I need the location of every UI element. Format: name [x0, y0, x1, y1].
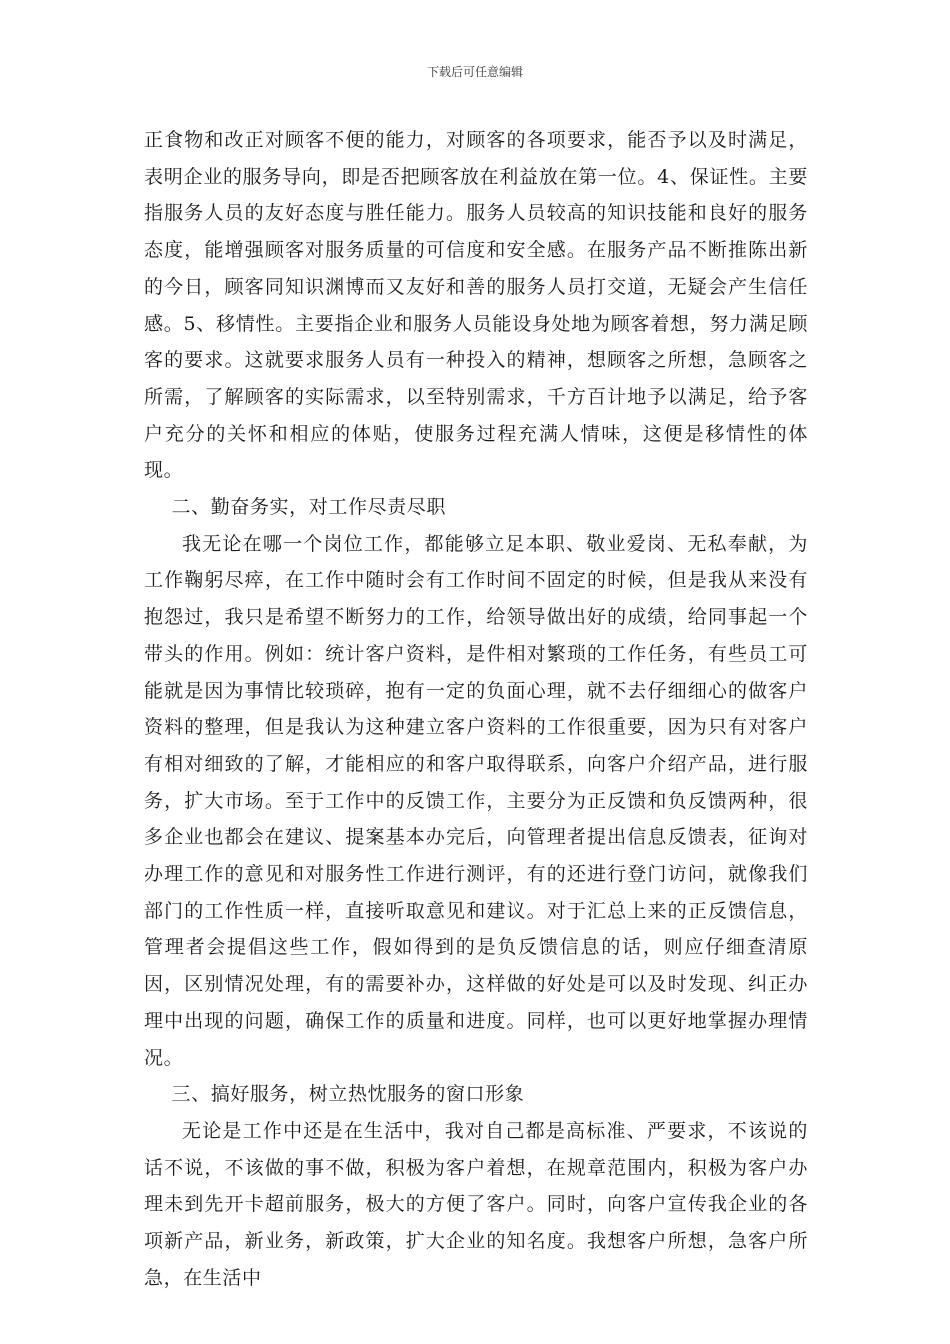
body-paragraph-1: 正食物和改正对顾客不便的能力，对顾客的各项要求，能否予以及时满足，表明企业的服务导向，即是否把顾客放在利益放在第一位。4、保证性。主要指服务人员的友好态度与胜任能力。服务人员较高的知识技能和良好的服务态度，能增强顾客对服务质量的可信度和安全感。在服务产品不断推陈出新的今日，顾客同知识渊博而又友好和善的服务人员打交道，无疑会产生信任感。5、移情性。主要指企业和服务人员能设身处地为顾客着想，努力满足顾客的要求。这就要求服务人员有一种投入的精神，想顾客之所想，急顾客之所需，了解顾客的实际需求，以至特别需求，千方百计地予以满足，给予客户充分的关怀和相应的体贴，使服务过程充满人情味，这便是移情性的体现。	[144, 129, 808, 482]
body-paragraph-3: 无论是工作中还是在生活中，我对自己都是高标准、严要求，不该说的话不说，不该做的事不做，积极为客户着想，在规章范围内，积极为客户办理未到先开卡超前服务，极大的方便了客户。同时，向客户宣传我企业的各项新产品，新业务，新政策，扩大企业的知名度。我想客户所想，急客户所急，在生活中	[144, 1119, 808, 1289]
body-paragraph-2: 我无论在哪一个岗位工作，都能够立足本职、敬业爱岗、无私奉献，为工作鞠躬尽瘁，在工作中随时会有工作时间不固定的时候，但是我从来没有抱怨过，我只是希望不断努力的工作，给领导做出好的成绩，给同事起一个带头的作用。例如：统计客户资料，是件相对繁琐的工作任务，有些员工可能就是因为事情比较琐碎，抱有一定的负面心理，就不去仔细细心的做客户资料的整理，但是我认为这种建立客户资料的工作很重要，因为只有对客户有相对细致的了解，才能相应的和客户取得联系，向客户介绍产品，进行服务，扩大市场。至于工作中的反馈工作，主要分为正反馈和负反馈两种，很多企业也都会在建议、提案基本办完后，向管理者提出信息反馈表，征询对办理工作的意见和对服务性工作进行测评，有的还进行登门访问，就像我们部门的工作性质一样，直接听取意见和建议。对于汇总上来的正反馈信息，管理者会提倡这些工作，假如得到的是负反馈信息的话，则应仔细查清原因，区别情况处理，有的需要补办，这样做的好处是可以及时发现、纠正办理中出现的问题，确保工作的质量和进度。同样，也可以更好地掌握办理情况。	[144, 532, 808, 1069]
document-body	[144, 122, 808, 1297]
section-heading-2: 二、勤奋务实，对工作尽责尽职	[171, 496, 446, 519]
page-header: 下载后可任意编辑	[426, 65, 523, 79]
section-heading-3: 三、搞好服务，树立热忱服务的窗口形象	[171, 1083, 525, 1106]
